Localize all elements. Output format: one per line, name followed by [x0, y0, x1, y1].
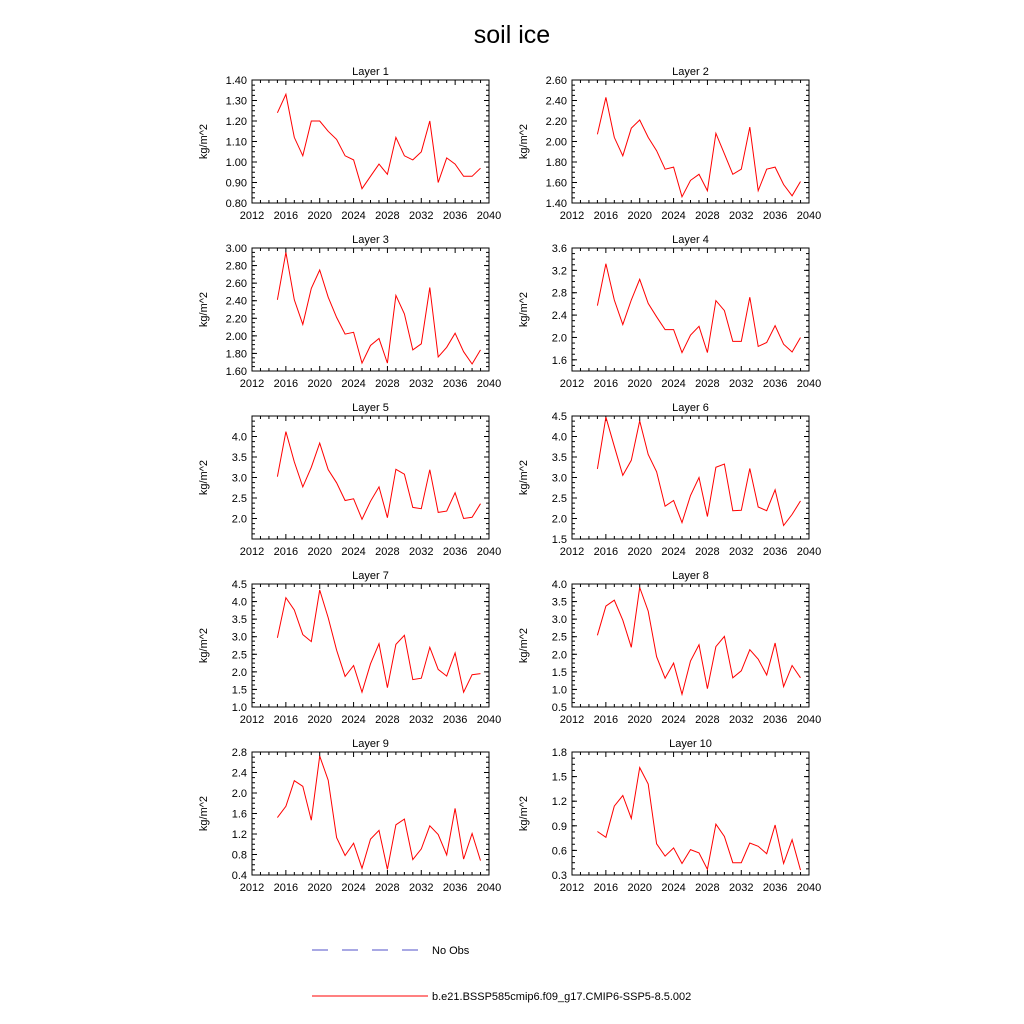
y-tick-label: 0.90: [225, 177, 247, 190]
y-tick-label: 1.00: [225, 157, 247, 169]
x-tick-label: 2016: [273, 546, 299, 558]
y-tick-label: 4.5: [231, 579, 247, 591]
x-tick-label: 2028: [375, 378, 400, 390]
x-tick-label: 2028: [375, 210, 400, 222]
x-tick-label: 2040: [476, 210, 502, 222]
y-tick-label: 0.5: [551, 702, 567, 714]
y-axis-label: kg/m^2: [198, 627, 210, 664]
y-tick-label: 2.40: [545, 95, 567, 108]
y-tick-label: 2.40: [225, 295, 247, 308]
figure-title: soil ice: [473, 21, 551, 49]
x-tick-label: 2020: [307, 546, 332, 558]
y-tick-label: 3.0: [551, 614, 567, 627]
y-tick-label: 4.0: [231, 596, 247, 609]
y-tick-label: 1.10: [225, 136, 247, 149]
series-line-1: [597, 264, 800, 353]
plot-frame: [572, 752, 809, 875]
x-tick-label: 2016: [593, 882, 619, 894]
y-axis-label: kg/m^2: [198, 123, 210, 160]
x-tick-label: 2028: [695, 714, 720, 726]
chart-panel-5: [198, 402, 501, 558]
y-tick-label: 4.0: [551, 431, 567, 444]
x-tick-label: 2012: [559, 378, 585, 390]
y-tick-label: 3.0: [231, 631, 247, 644]
y-tick-label: 1.5: [551, 666, 567, 679]
x-tick-label: 2020: [627, 210, 652, 222]
x-tick-label: 2028: [695, 882, 720, 894]
y-tick-label: 1.20: [225, 116, 247, 128]
panel-title: Layer 3: [352, 234, 389, 246]
y-tick-label: 0.6: [551, 845, 567, 858]
plot-frame: [572, 80, 809, 203]
plot-frame: [252, 752, 489, 875]
y-tick-label: 2.00: [225, 330, 247, 343]
x-tick-label: 2016: [273, 882, 299, 894]
y-tick-label: 1.5: [551, 534, 567, 546]
x-tick-label: 2036: [762, 882, 788, 894]
x-tick-label: 2024: [661, 210, 686, 222]
series-line-1: [597, 588, 800, 695]
y-tick-label: 3.5: [231, 614, 247, 627]
y-tick-label: 1.0: [231, 702, 247, 714]
x-tick-label: 2032: [729, 546, 754, 558]
x-tick-label: 2036: [442, 882, 468, 894]
x-tick-label: 2024: [661, 546, 686, 558]
chart-panel-9: [198, 738, 501, 894]
x-tick-label: 2028: [375, 882, 400, 894]
y-tick-label: 1.30: [225, 95, 247, 108]
x-tick-label: 2036: [762, 378, 788, 390]
y-tick-label: 2.5: [231, 493, 247, 505]
x-tick-label: 2024: [341, 210, 366, 222]
x-tick-label: 2028: [375, 546, 400, 558]
y-tick-label: 0.8: [231, 849, 247, 862]
legend: [312, 945, 691, 1003]
x-tick-label: 2028: [695, 378, 720, 390]
x-tick-label: 2020: [307, 714, 332, 726]
x-tick-label: 2020: [627, 378, 652, 390]
x-tick-label: 2024: [661, 882, 686, 894]
x-tick-label: 2020: [307, 210, 332, 222]
series-line-1: [277, 590, 480, 692]
x-tick-label: 2040: [796, 546, 822, 558]
y-tick-label: 3.2: [551, 265, 567, 278]
panel-title: Layer 5: [352, 402, 389, 414]
x-tick-label: 2016: [593, 546, 619, 558]
legend-obs-label: No Obs: [432, 945, 470, 957]
x-tick-label: 2040: [796, 714, 822, 726]
y-tick-label: 0.9: [551, 820, 567, 833]
y-axis-label: kg/m^2: [518, 291, 530, 328]
y-tick-label: 4.0: [231, 431, 247, 444]
y-tick-label: 2.4: [551, 310, 567, 323]
x-tick-label: 2036: [442, 378, 468, 390]
x-tick-label: 2024: [341, 714, 366, 726]
y-tick-label: 2.0: [551, 513, 567, 526]
x-tick-label: 2032: [409, 882, 434, 894]
x-tick-label: 2012: [239, 546, 265, 558]
chart-panel-6: [518, 402, 821, 558]
panel-title: Layer 4: [672, 234, 709, 246]
chart-panel-3: [198, 234, 501, 390]
y-tick-label: 1.80: [225, 348, 247, 361]
series-line-1: [277, 432, 480, 520]
plot-frame: [572, 248, 809, 371]
x-tick-label: 2040: [476, 546, 502, 558]
y-tick-label: 2.0: [231, 513, 247, 526]
y-axis-label: kg/m^2: [518, 123, 530, 160]
x-tick-label: 2028: [375, 714, 400, 726]
x-tick-label: 2020: [307, 882, 332, 894]
y-tick-label: 1.0: [551, 684, 567, 697]
y-tick-label: 4.0: [551, 579, 567, 591]
plot-frame: [252, 584, 489, 707]
y-axis-label: kg/m^2: [518, 459, 530, 496]
y-tick-label: 1.60: [545, 177, 567, 190]
panel-title: Layer 9: [352, 738, 389, 750]
x-tick-label: 2028: [695, 210, 720, 222]
x-tick-label: 2012: [559, 714, 585, 726]
x-tick-label: 2024: [661, 714, 686, 726]
x-tick-label: 2036: [762, 546, 788, 558]
x-tick-label: 2012: [239, 714, 265, 726]
x-tick-label: 2024: [661, 378, 686, 390]
y-axis-label: kg/m^2: [198, 291, 210, 328]
y-tick-label: 3.6: [551, 243, 567, 255]
panel-title: Layer 2: [672, 66, 709, 78]
x-tick-label: 2036: [762, 714, 788, 726]
x-tick-label: 2032: [729, 714, 754, 726]
y-tick-label: 1.60: [225, 366, 247, 378]
series-line-1: [597, 768, 800, 871]
x-tick-label: 2016: [593, 378, 619, 390]
plot-frame: [572, 584, 809, 707]
y-tick-label: 2.4: [231, 767, 247, 780]
y-tick-label: 2.60: [225, 278, 247, 291]
series-line-1: [277, 756, 480, 869]
x-tick-label: 2016: [273, 210, 299, 222]
x-tick-label: 2040: [796, 210, 822, 222]
y-tick-label: 3.5: [551, 596, 567, 609]
x-tick-label: 2032: [409, 546, 434, 558]
x-tick-label: 2040: [796, 378, 822, 390]
panel-title: Layer 6: [672, 402, 709, 414]
x-tick-label: 2012: [559, 882, 585, 894]
y-tick-label: 3.5: [231, 452, 247, 464]
y-tick-label: 0.3: [551, 870, 567, 882]
chart-panel-10: [518, 738, 821, 894]
x-tick-label: 2016: [593, 714, 619, 726]
x-tick-label: 2040: [476, 882, 502, 894]
x-tick-label: 2024: [341, 546, 366, 558]
y-tick-label: 2.0: [231, 788, 247, 800]
y-tick-label: 1.40: [225, 75, 247, 87]
panel-title: Layer 1: [352, 66, 389, 78]
y-tick-label: 1.6: [231, 808, 247, 821]
panel-title: Layer 8: [672, 570, 709, 582]
series-line-1: [597, 97, 800, 196]
x-tick-label: 2028: [695, 546, 720, 558]
x-tick-label: 2020: [307, 378, 332, 390]
y-tick-label: 1.40: [545, 198, 567, 210]
x-tick-label: 2036: [442, 546, 468, 558]
chart-panel-1: [198, 66, 501, 222]
x-tick-label: 2032: [729, 210, 754, 222]
y-tick-label: 1.2: [551, 796, 567, 809]
x-tick-label: 2032: [409, 378, 434, 390]
y-tick-label: 2.8: [231, 747, 247, 759]
series-line-1: [277, 252, 480, 364]
y-tick-label: 3.0: [551, 472, 567, 485]
y-tick-label: 2.5: [551, 493, 567, 505]
chart-panel-2: [518, 66, 821, 222]
x-tick-label: 2036: [442, 714, 468, 726]
y-tick-label: 2.80: [225, 260, 247, 273]
plot-frame: [572, 416, 809, 539]
y-tick-label: 2.60: [545, 75, 567, 87]
x-tick-label: 2024: [341, 882, 366, 894]
x-tick-label: 2012: [559, 546, 585, 558]
y-tick-label: 2.00: [545, 136, 567, 149]
x-tick-label: 2032: [409, 210, 434, 222]
y-tick-label: 2.20: [545, 116, 567, 128]
x-tick-label: 2024: [341, 378, 366, 390]
y-tick-label: 0.4: [231, 870, 247, 882]
x-tick-label: 2036: [762, 210, 788, 222]
x-tick-label: 2032: [729, 378, 754, 390]
x-tick-label: 2016: [273, 714, 299, 726]
panel-title: Layer 7: [352, 570, 389, 582]
y-axis-label: kg/m^2: [518, 795, 530, 832]
plot-frame: [252, 416, 489, 539]
x-tick-label: 2040: [796, 882, 822, 894]
x-tick-label: 2032: [409, 714, 434, 726]
chart-panel-7: [198, 570, 501, 726]
y-tick-label: 1.80: [545, 157, 567, 169]
x-tick-label: 2020: [627, 882, 652, 894]
y-tick-label: 2.0: [551, 649, 567, 662]
x-tick-label: 2036: [442, 210, 468, 222]
y-tick-label: 2.5: [551, 631, 567, 644]
x-tick-label: 2016: [593, 210, 619, 222]
series-line-1: [597, 417, 800, 525]
y-tick-label: 1.5: [231, 684, 247, 697]
x-tick-label: 2016: [273, 378, 299, 390]
y-tick-label: 2.8: [551, 287, 567, 300]
panel-grid: [198, 66, 821, 894]
y-axis-label: kg/m^2: [198, 795, 210, 832]
y-axis-label: kg/m^2: [518, 627, 530, 664]
y-tick-label: 1.6: [551, 354, 567, 367]
chart-panel-4: [518, 234, 821, 390]
x-tick-label: 2020: [627, 546, 652, 558]
x-tick-label: 2040: [476, 378, 502, 390]
y-tick-label: 2.5: [231, 649, 247, 662]
y-tick-label: 2.20: [225, 313, 247, 326]
y-tick-label: 3.5: [551, 452, 567, 464]
y-tick-label: 0.80: [225, 198, 247, 210]
x-tick-label: 2012: [239, 210, 265, 222]
legend-model-label: b.e21.BSSP585cmip6.f09_g17.CMIP6-SSP5-8.5.002: [432, 991, 692, 1003]
x-tick-label: 2012: [239, 378, 265, 390]
x-tick-label: 2012: [239, 882, 265, 894]
y-tick-label: 3.0: [231, 472, 247, 485]
y-tick-label: 4.5: [551, 411, 567, 423]
y-tick-label: 1.5: [551, 771, 567, 784]
y-tick-label: 1.2: [231, 829, 247, 841]
x-tick-label: 2032: [729, 882, 754, 894]
y-tick-label: 1.8: [551, 747, 567, 759]
series-line-1: [277, 94, 480, 188]
y-axis-label: kg/m^2: [198, 459, 210, 496]
plot-frame: [252, 80, 489, 203]
x-tick-label: 2020: [627, 714, 652, 726]
chart-panel-8: [518, 570, 821, 726]
y-tick-label: 2.0: [551, 332, 567, 345]
y-tick-label: 3.00: [225, 243, 247, 255]
x-tick-label: 2012: [559, 210, 585, 222]
x-tick-label: 2040: [476, 714, 502, 726]
plot-frame: [252, 248, 489, 371]
y-tick-label: 2.0: [231, 666, 247, 679]
panel-title: Layer 10: [669, 738, 712, 750]
